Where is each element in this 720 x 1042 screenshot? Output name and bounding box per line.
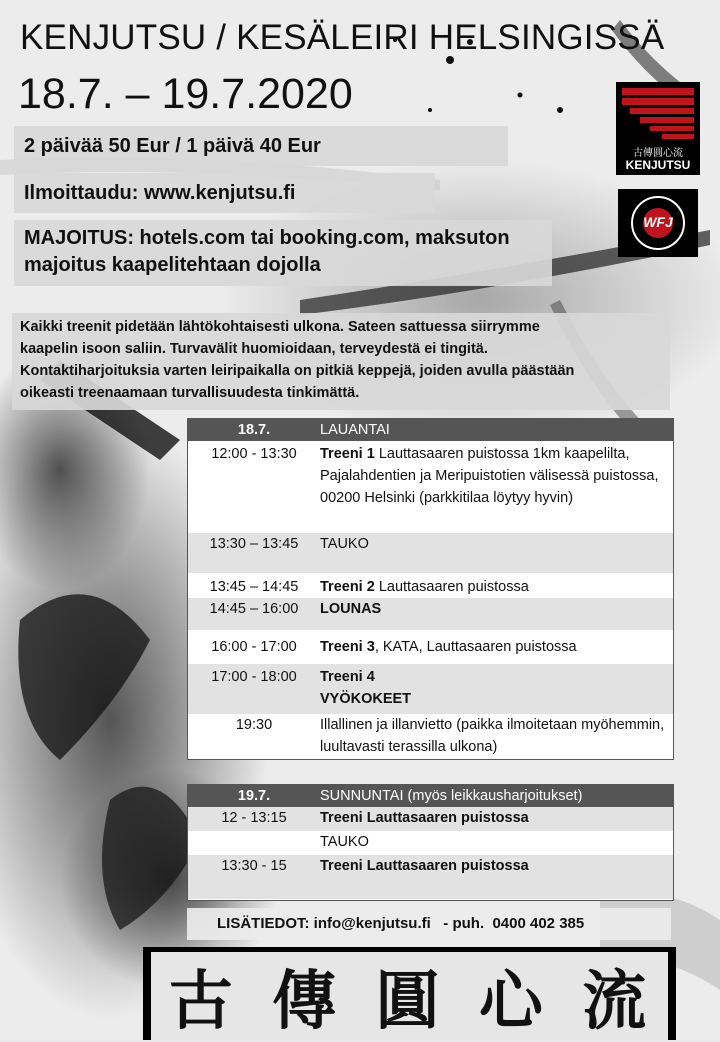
session-name: Treeni 4	[320, 669, 375, 685]
session-text: , KATA, Lauttasaaren puistossa	[374, 639, 577, 655]
kanji-banner	[143, 947, 676, 1040]
schedule-desc: TAUKO	[320, 536, 369, 552]
schedule-date: 18.7.	[237, 422, 271, 438]
schedule-time: 14:45 – 16:00	[209, 601, 299, 617]
schedule-time: 17:00 - 18:00	[211, 669, 297, 685]
schedule-time: 13:30 – 13:45	[209, 536, 299, 552]
schedule-time: 19:30	[235, 717, 273, 733]
schedule-time: 12 - 13:15	[221, 810, 287, 826]
info-line-4: oikeasti treenaamaan turvallisuudesta tinkimättä.	[20, 385, 360, 401]
schedule-row	[188, 855, 673, 899]
schedule-desc	[320, 443, 673, 533]
schedule-row	[188, 807, 673, 831]
session-name: Treeni 3	[320, 639, 375, 655]
schedule-desc	[320, 666, 673, 714]
accommodation-line-2: majoitus kaapelitehtaan dojolla	[24, 254, 321, 276]
schedule-header	[188, 785, 673, 807]
schedule-time: 16:00 - 17:00	[211, 639, 297, 655]
schedule-desc	[320, 598, 673, 630]
schedule-day: LAUANTAI	[320, 422, 390, 438]
session-text: Lauttasaaren puistossa	[374, 579, 529, 595]
schedule-row	[188, 573, 673, 598]
schedule-time: 13:45 – 14:45	[209, 579, 299, 595]
schedule-desc: Illallinen ja illanvietto (paikka ilmoitetaan myöhemmin, luultavasti terassilla ulkona)	[320, 717, 665, 755]
page-title: KENJUTSU / KESÄLEIRI HELSINGISSÄ	[20, 18, 665, 57]
info-line-2: kaapelin isoon saliin. Turvavälit huomioidaan, terveydestä ei tingitä.	[20, 341, 488, 357]
session-text: Lauttasaaren puistossa 1km kaapelilta, Pajalahdentien ja Meripuistotien välisessä puistossa, 00200 Helsinki (parkkitilaa löytyy hyvin)	[320, 446, 659, 506]
schedule-date: 19.7.	[237, 788, 271, 804]
schedule-row	[188, 714, 673, 760]
schedule-day: SUNNUNTAI (myös leikkausharjoitukset)	[320, 788, 583, 804]
price-box: 2 päivää 50 Eur / 1 päivä 40 Eur	[14, 126, 508, 166]
schedule-header	[188, 419, 673, 441]
session-name: Treeni 2	[320, 579, 375, 595]
schedule-desc	[320, 807, 673, 831]
schedule-row	[188, 441, 673, 533]
schedule-row	[188, 598, 673, 630]
session-name: LOUNAS	[320, 601, 382, 617]
session-name: Treeni 1	[320, 446, 375, 462]
info-line-1: Kaikki treenit pidetään lähtökohtaisesti ulkona. Sateen sattuessa siirrymme	[20, 319, 540, 335]
schedule-desc: TAUKO	[320, 834, 369, 850]
schedule-desc	[320, 576, 673, 598]
kanji-char: 古	[168, 964, 237, 1039]
wfj-logo	[618, 189, 698, 257]
session-name: VYÖKOKEET	[320, 691, 412, 707]
registration-box[interactable]: Ilmoittaudu: www.kenjutsu.fi	[14, 173, 435, 213]
schedule-desc	[320, 855, 673, 899]
schedule-time: 13:30 - 15	[221, 858, 287, 874]
info-line-3: Kontaktiharjoituksia varten leiripaikalla on pitkiä keppejä, joiden avulla päästään	[20, 363, 575, 379]
schedule-saturday	[187, 418, 674, 760]
schedule-row	[188, 664, 673, 714]
schedule-desc	[320, 636, 673, 658]
kanji-char: 心	[478, 964, 547, 1039]
schedule-sunday	[187, 784, 674, 901]
contact-email[interactable]: info@kenjutsu.fi	[313, 915, 431, 932]
schedule-time	[188, 831, 320, 855]
kanji-banner-inner	[151, 952, 668, 1040]
contact-label: LISÄTIEDOT:	[217, 915, 310, 932]
accommodation-line-1: MAJOITUS: hotels.com tai booking.com, maksuton	[24, 227, 510, 249]
schedule-row	[188, 630, 673, 664]
contact-phone: - puh. 0400 402 385	[434, 915, 585, 932]
kenjutsu-logo	[616, 82, 700, 175]
schedule-time: 12:00 - 13:30	[211, 446, 297, 462]
contact-box	[187, 908, 671, 940]
session-name: Treeni Lauttasaaren puistossa	[320, 810, 529, 826]
info-box	[12, 313, 670, 410]
wfj-logo-text: WFJ	[643, 214, 673, 230]
kenjutsu-logo-kanji: 古傳圓心流	[633, 148, 683, 159]
schedule-row	[188, 831, 673, 855]
kanji-char: 傳	[272, 964, 341, 1039]
kenjutsu-logo-text: KENJUTSU	[625, 158, 691, 172]
session-name: Treeni Lauttasaaren puistossa	[320, 858, 529, 874]
kanji-char: 圓	[375, 964, 444, 1039]
kanji-char: 流	[582, 964, 651, 1039]
schedule-row	[188, 533, 673, 573]
accommodation-box	[14, 220, 552, 286]
event-dates: 18.7. – 19.7.2020	[18, 70, 353, 118]
